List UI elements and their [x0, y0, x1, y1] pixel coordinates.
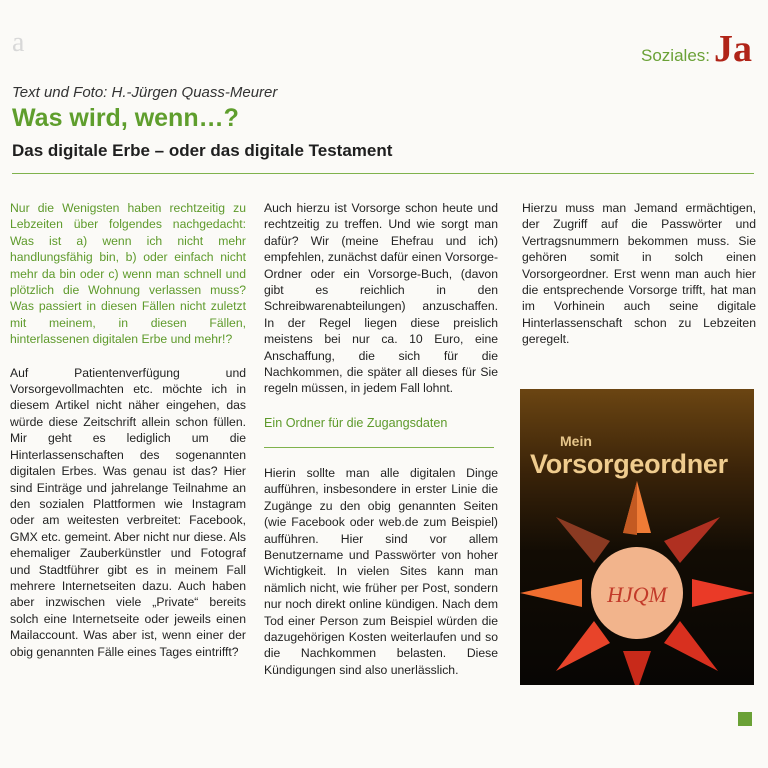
column-1: [10, 200, 246, 660]
book-title-line-2: Vorsorgeordner: [530, 449, 728, 479]
column-3: [522, 200, 756, 348]
subhead-block: [264, 414, 498, 448]
section-logo: Ja: [714, 28, 752, 70]
article-subtitle: Das digitale Erbe – oder das digitale Testament: [12, 141, 393, 160]
column-2: [264, 200, 498, 678]
body-paragraph-4: Hierzu muss man Jemand ermächtigen, der Zugriff auf die Passwörter und Vertragsnummern bekommen muss. Sie gehören somit in solch einen Vorsorgeordner. Erst wenn man auch hier die entsprechende Vorsorge trifft, hat man im Vorhinein auch seine digitale Hinterlassenschaft schon zu Lebzeiten geregelt.: [522, 201, 756, 347]
title-divider: [12, 173, 754, 174]
paragraph-gap: [264, 397, 498, 414]
paragraph-gap: [264, 448, 498, 465]
paragraph-gap: [10, 348, 246, 365]
body-paragraph-1: Auf Patientenverfügung und Vorsorgevollmachten etc. möchte ich in diesem Artikel nicht näher eingehen, das würde diese Zeitschrift allein schon füllen. Mir geht es lediglich um die Hinterlassenschaften des sogenannten digitalen Erbes. Was genau ist das? Hier sind Einträge und jahrelange Teilnahme an den sozialen Plattformen wie Instagram oder am weitesten verbreitet: Facebook, GMX etc. gemeint. Aber nicht nur diese. Als ehemaliger Zauberkünstler und Fotograf und Stadtführer gibt es in meinem Fall mehrere Internetseiten dazu. Auch haben aber inzwischen viele „Private“ bereits solch eine Internetseite oder jeweils einen Mailaccount. Was aber ist, wenn einer der obig genannten Fälle eines Tages eintrifft?: [10, 365, 246, 659]
body-paragraph-3: Hierin sollte man alle digitalen Dinge aufführen, insbesondere in erster Linie die Zugänge zu den obig genannten Seiten (wie Facebook oder web.de zum Beispiel) aufführen. Hier sind vor allem Benutzername und Passwörter von hoher Wichtigkeit. In vielen Sites kann man nämlich nicht, wie früher per Post, sondern nur noch direkt online kündigen. Nach dem Tod einer Person zum Beispiel würden die dazugehörigen Kosten weiterlaufen und so die Nachkommen belasten. Diese Kündigungen sind also unerlässlich.: [264, 465, 498, 677]
section-header: [641, 30, 752, 68]
sun-star-graphic: [520, 481, 754, 685]
faded-corner-mark: a: [12, 27, 25, 58]
signature-text: HJQM: [607, 582, 667, 607]
intro-paragraph: Nur die Wenigsten haben rechtzeitig zu Lebzeiten über folgendes nachgedacht: Was ist a) wenn ich nicht mehr handlungsfähig bin, b) oder einfach nicht mehr da bin oder c) wenn man schnell und plötzlich die Wohnung verlassen muss? Was passiert in diesen Fällen nicht zuletzt mit meinem, in diesen Fällen, hinterlassenen digitalen Erbe und mehr!?: [10, 201, 246, 347]
body-paragraph-2: Auch hierzu ist Vorsorge schon heute und rechtzeitig zu treffen. Und wie sorgt man dafür? Wir (meine Ehefrau und ich) empfehlen, zunächst dafür einen Vorsorge-Ordner oder ein Vorsorge-Buch, (davon gibt es reichlich in den Schreibwarenabteilungen) anzuschaffen. In der Regel liegen diese preislich meistens bei nur ca. 10 Euro, eine Anschaffung, die sich für die Nachkommen, die später all dieses für Sie regeln müssen, in jedem Fall lohnt.: [264, 201, 498, 396]
page-end-marker: [738, 712, 752, 726]
article-title: Was wird, wenn…?: [12, 104, 239, 132]
section-subhead: Ein Ordner für die Zugangsdaten: [264, 415, 448, 430]
section-label: Soziales:: [641, 46, 710, 65]
byline: Text und Foto: H.-Jürgen Quass-Meurer: [12, 84, 278, 101]
book-title-line-1: Mein: [560, 433, 592, 449]
vorsorgeordner-photo: [520, 389, 754, 685]
